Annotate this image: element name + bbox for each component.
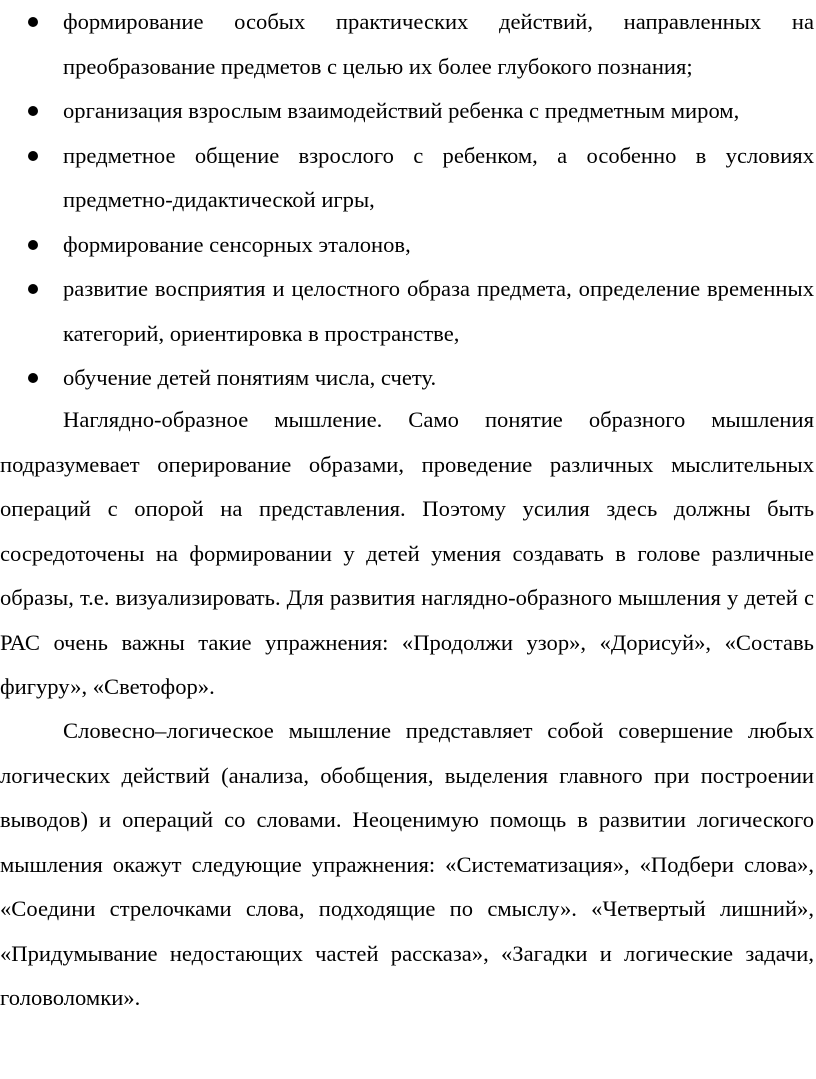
bullet-list bbox=[0, 0, 816, 401]
bullet-text: развитие восприятия и целостного образа предмета, определение временных категорий, ориентировка в пространстве, bbox=[63, 276, 814, 346]
bullet-list-item bbox=[0, 0, 816, 89]
paragraph-verbal-logical-thinking: Словесно–логическое мышление представляет собой совершение любых логических действий (анализа, обобщения, выделения главного при построении выводов) и операций со словами. Неоценимую помощь в развитии логического мышления окажут следующие упражнения: «Систематизация», «Подбери слова», «Соедини стрелочками слова, подходящие по смыслу». «Четвертый лишний», «Придумывание недостающих частей рассказа», «Загадки и логические задачи, головоломки». bbox=[0, 718, 814, 1010]
bullet-icon bbox=[28, 373, 38, 383]
bullet-list-item bbox=[0, 134, 816, 223]
bullet-icon bbox=[28, 17, 38, 27]
bullet-icon bbox=[28, 284, 38, 294]
bullet-icon bbox=[28, 106, 38, 116]
bullet-text: обучение детей понятиям числа, счету. bbox=[63, 365, 437, 390]
bullet-icon bbox=[28, 240, 38, 250]
bullet-text: формирование сенсорных эталонов, bbox=[63, 231, 411, 257]
paragraph-visual-thinking: Наглядно-образное мышление. Само понятие образного мышления подразумевает оперирование образами, проведение различных мыслительных операций с опорой на представления. Поэтому усилия здесь должны быть сосредоточены на формировании у детей умения создавать в голове различные образы, т.е. визуализировать. Для развития наглядно-образного мышления у детей с РАС очень важны такие упражнения: «Продолжи узор», «Дорисуй», «Составь фигуру», «Светофор». bbox=[0, 407, 814, 699]
bullet-text: организация взрослым взаимодействий ребенка с предметным миром, bbox=[63, 98, 740, 123]
bullet-icon bbox=[28, 151, 38, 161]
bullet-list-item bbox=[0, 89, 816, 134]
bullet-list-item bbox=[0, 267, 816, 356]
bullet-list-item bbox=[0, 223, 816, 268]
bullet-text: формирование особых практических действий, направленных на преобразование предметов с целью их более глубокого познания; bbox=[63, 9, 814, 79]
bullet-text: предметное общение взрослого с ребенком, а особенно в условиях предметно-дидактической игры, bbox=[63, 142, 814, 212]
bullet-list-item bbox=[0, 356, 816, 401]
